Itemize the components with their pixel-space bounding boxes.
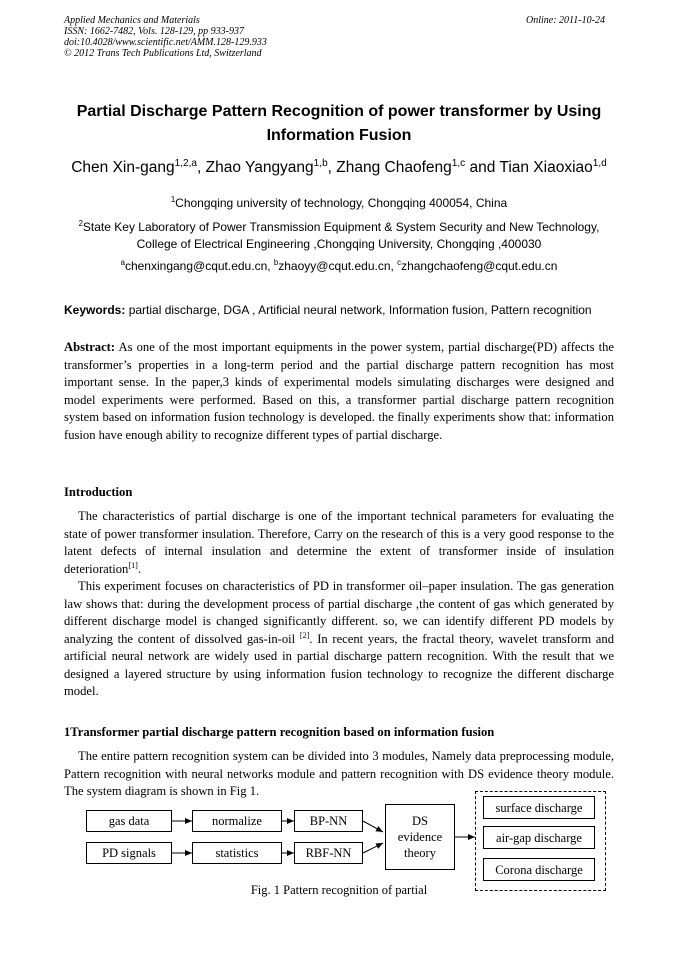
intro-paragraph-1	[64, 508, 614, 578]
figure-caption: Fig. 1 Pattern recognition of partial	[250, 883, 428, 897]
author-sep: ,	[197, 159, 206, 176]
abstract-text: As one of the most important equipments in the power system, partial discharge(PD) affects the transformer’s properties in a long-term period and the partial discharge pattern recognition has most important sense. In the paper,3 kinds of experimental models simulating discharges were designed and model experiments were performed. Based on this, a transformer partial discharge pattern recognition system based on information fusion technology is developed. the finally experiments show that: information fusion have enough ability to recognize different types of partial discharge.	[64, 340, 614, 442]
ds-label-line: theory	[404, 846, 436, 860]
box-rbf-nn: RBF-NN	[294, 842, 363, 864]
arrow-rbfnn-to-ds	[363, 843, 383, 853]
author-name: Tian Xiaoxiao	[499, 159, 593, 176]
author-sup: 1,b	[313, 157, 328, 169]
box-air-gap-discharge: air-gap discharge	[483, 826, 595, 849]
online-date: Online: 2011-10-24	[526, 15, 605, 26]
issn-line: ISSN: 1662-7482, Vols. 128-129, pp 933-937	[64, 26, 244, 37]
box-normalize: normalize	[192, 810, 282, 832]
email-sup: a	[120, 258, 125, 267]
title-line-1: Partial Discharge Pattern Recognition of power transformer by Using	[76, 103, 602, 120]
email-sup: b	[273, 258, 279, 267]
paragraph-text: The characteristics of partial discharge is one of the important technical parameters for evaluating the state of power transformer insulation. Therefore, Carry on the research of this is a very good response to the latent defects of internal insulation and determine the extent of transformer inside of insulation deterioration	[64, 509, 614, 576]
affiliation-sup: 1	[170, 195, 176, 204]
author-list	[20, 158, 658, 178]
box-pd-signals: PD signals	[86, 842, 172, 864]
ds-label-line: DS	[412, 814, 428, 828]
doi-line: doi:10.4028/www.scientific.net/AMM.128-129.933	[64, 37, 267, 48]
output-group	[475, 791, 606, 891]
citation-ref: [1]	[128, 560, 138, 570]
keywords-label: Keywords:	[64, 303, 126, 317]
box-ds-evidence-theory	[385, 804, 455, 870]
author-name: Chen Xin-gang	[71, 159, 175, 176]
affiliation-2	[20, 219, 658, 235]
journal-name: Applied Mechanics and Materials	[64, 15, 200, 26]
section-heading-introduction: Introduction	[64, 485, 133, 499]
paragraph-text: . In recent years, the fractal theory, wavelet transform and artificial neural network are widely used in partial discharge pattern recognition. With the result that we designed a layered structure by using information fusion technology to recognize the different discharge model.	[64, 631, 614, 698]
affiliation-text: State Key Laboratory of Power Transmission Equipment & System Security and New Technology,	[82, 220, 600, 234]
box-surface-discharge: surface discharge	[483, 796, 595, 819]
author-name: Zhao Yangyang	[205, 159, 314, 176]
email-address: zhaoyy@cqut.edu.cn,	[278, 259, 398, 273]
box-gas-data: gas data	[86, 810, 172, 832]
ds-label-line: evidence	[397, 830, 443, 844]
email-address: chenxingang@cqut.edu.cn,	[124, 259, 274, 273]
author-sup: 1,2,a	[174, 157, 198, 169]
keywords	[64, 302, 624, 318]
keywords-text: partial discharge, DGA , Artificial neural network, Information fusion, Pattern recognition	[128, 303, 592, 317]
abstract-label: Abstract:	[64, 340, 116, 354]
affiliation-text: Chongqing university of technology, Chongqing 400054, China	[175, 196, 508, 210]
intro-paragraph-2	[64, 578, 614, 701]
email-list	[20, 258, 658, 274]
email-address: zhangchaofeng@cqut.edu.cn	[401, 259, 558, 273]
section-1-paragraph: The entire pattern recognition system can be divided into 3 modules, Namely data preprocessing module, Pattern recognition with neural networks module and pattern recognition with DS evidence theory module. The system diagram is shown in Fig 1.	[64, 749, 614, 798]
citation-ref: [2]	[299, 630, 310, 640]
affiliation-sup: 2	[78, 219, 83, 228]
affiliation-2-line-2: College of Electrical Engineering ,Chongqing University, Chongqing ,400030	[136, 237, 542, 251]
author-sup: 1,d	[592, 157, 607, 169]
paragraph-text: This experiment focuses on characteristics of PD in transformer oil–paper insulation. The gas generation law shows that: during the development process of partial discharge ,the content of gas which generated by different discharge model is changed significantly different. so, we can identify different PD models by analyzing the content of dissolved gas-in-oil	[64, 579, 614, 646]
box-statistics: statistics	[192, 842, 282, 864]
author-name: Zhang Chaofeng	[336, 159, 452, 176]
arrow-bpnn-to-ds	[363, 821, 383, 832]
box-bp-nn: BP-NN	[294, 810, 363, 832]
author-sep: and	[465, 159, 500, 176]
author-sep: ,	[327, 159, 337, 176]
box-corona-discharge: Corona discharge	[483, 858, 595, 881]
abstract	[64, 339, 614, 444]
author-sup: 1,c	[451, 157, 466, 169]
title-line-2: Information Fusion	[266, 127, 412, 144]
section-heading-1: 1Transformer partial discharge pattern recognition based on information fusion	[64, 725, 495, 739]
affiliation-1	[20, 195, 658, 211]
copyright-line: © 2012 Trans Tech Publications Ltd, Switzerland	[64, 48, 262, 59]
paper-title	[40, 100, 638, 148]
email-sup: c	[397, 258, 402, 267]
paragraph-text: .	[137, 561, 142, 576]
